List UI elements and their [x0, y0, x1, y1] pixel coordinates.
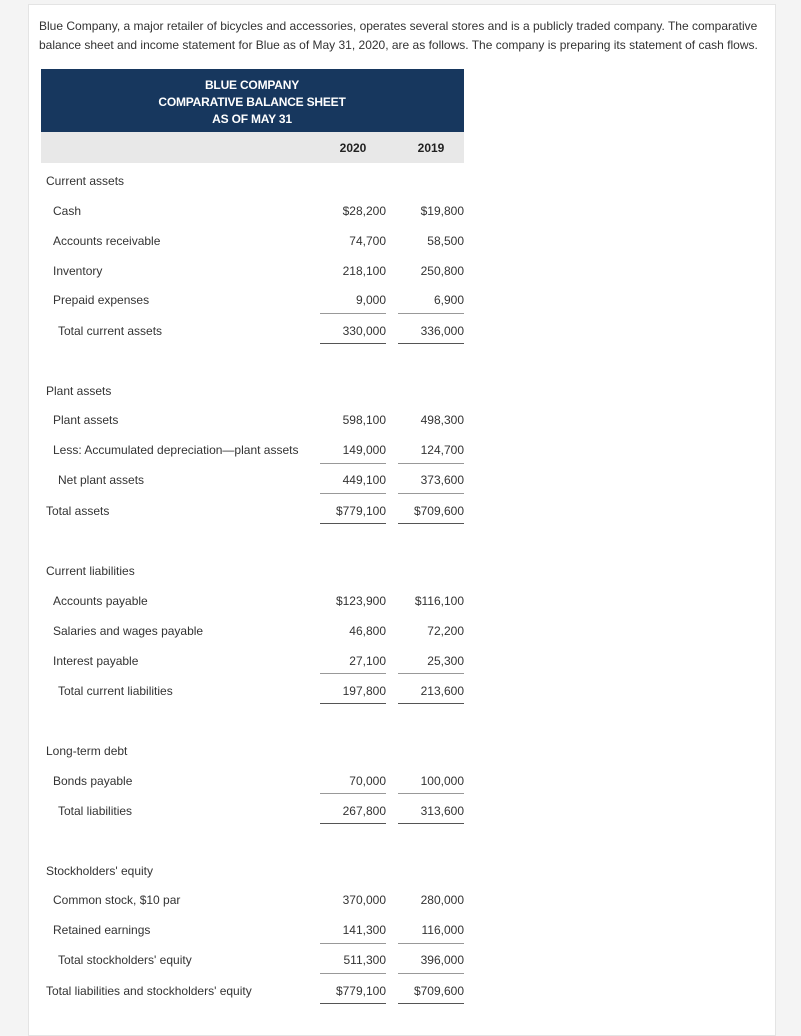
value-2019: $709,600	[413, 984, 464, 998]
value-2020: 598,100	[342, 413, 386, 427]
row-label: Retained earnings	[53, 923, 151, 937]
subtotal-rule	[320, 943, 386, 944]
value-2019: 336,000	[420, 324, 464, 338]
table-row	[41, 621, 464, 641]
row-label: Prepaid expenses	[53, 293, 150, 307]
value-2020: $123,900	[335, 594, 386, 608]
row-label: Inventory	[53, 264, 103, 278]
value-2019: 6,900	[433, 293, 464, 307]
table-row	[41, 290, 464, 310]
row-label: Total stockholders' equity	[58, 953, 192, 967]
total-rule	[320, 703, 386, 704]
statement-title: COMPARATIVE BALANCE SHEET	[158, 95, 346, 109]
year-2020-header: 2020	[339, 141, 367, 155]
value-2020: 197,800	[342, 684, 386, 698]
value-2019: 396,000	[420, 953, 464, 967]
total-rule	[398, 703, 464, 704]
total-rule	[320, 523, 386, 524]
balance-sheet-header	[41, 69, 464, 132]
row-label: Accounts receivable	[53, 234, 161, 248]
value-2020: 267,800	[342, 804, 386, 818]
subtotal-rule	[320, 313, 386, 314]
value-2019: 250,800	[420, 264, 464, 278]
value-2020: 27,100	[349, 654, 386, 668]
value-2020: $28,200	[342, 204, 386, 218]
value-2019: $709,600	[413, 504, 464, 518]
value-2019: 72,200	[427, 624, 464, 638]
value-2019: 124,700	[420, 443, 464, 457]
value-2020: 330,000	[342, 324, 386, 338]
table-row	[41, 771, 464, 791]
value-2019: 213,600	[420, 684, 464, 698]
total-row	[41, 681, 464, 701]
value-2020: 370,000	[342, 893, 386, 907]
subtotal-rule	[320, 793, 386, 794]
value-2020: 74,700	[349, 234, 386, 248]
total-rule	[398, 343, 464, 344]
table-row	[41, 231, 464, 251]
company-name: BLUE COMPANY	[204, 78, 300, 92]
value-2019: $19,800	[420, 204, 464, 218]
value-2019: 313,600	[420, 804, 464, 818]
total-row	[41, 321, 464, 341]
value-2019: 116,000	[421, 923, 464, 937]
section-heading-current-assets	[41, 171, 464, 191]
value-2020: 70,000	[349, 774, 386, 788]
row-label: Total assets	[46, 504, 110, 518]
table-row	[41, 410, 464, 430]
row-label: Accounts payable	[53, 594, 148, 608]
row-label: Total current assets	[58, 324, 163, 338]
total-row	[41, 950, 464, 970]
value-2020: 149,000	[342, 443, 386, 457]
row-label: Net plant assets	[58, 473, 145, 487]
total-row	[41, 501, 464, 521]
total-row	[41, 470, 464, 490]
table-row	[41, 440, 464, 460]
subtotal-rule	[320, 673, 386, 674]
year-2019-header: 2019	[417, 141, 445, 155]
total-rule	[320, 1003, 386, 1004]
subtotal-rule	[398, 973, 464, 974]
row-label: Interest payable	[53, 654, 139, 668]
subtotal-rule	[398, 943, 464, 944]
section-heading-long-term-debt	[41, 741, 464, 761]
section-heading-stockholders-equity	[41, 861, 464, 881]
total-rule	[398, 1003, 464, 1004]
value-2019: 280,000	[420, 893, 464, 907]
table-row	[41, 651, 464, 671]
total-rule	[398, 823, 464, 824]
row-label: Current assets	[46, 174, 125, 188]
subtotal-rule	[398, 313, 464, 314]
row-label: Stockholders' equity	[46, 864, 154, 878]
value-2019: 100,000	[420, 774, 464, 788]
intro-paragraph: Blue Company, a major retailer of bicycles and accessories, operates several stores and is a publicly traded company. The comparative balance sheet and income statement for Blue as of May 31, 2020, are as follows. The company is preparing its statement of cash flows.	[39, 19, 758, 52]
table-row	[41, 261, 464, 281]
value-2020: 449,100	[342, 473, 386, 487]
total-row	[41, 981, 464, 1001]
total-row	[41, 801, 464, 821]
total-rule	[320, 823, 386, 824]
row-label: Salaries and wages payable	[53, 624, 204, 638]
table-row	[41, 920, 464, 940]
value-2019: 498,300	[420, 413, 464, 427]
row-label: Bonds payable	[53, 774, 133, 788]
row-label: Total liabilities	[58, 804, 133, 818]
table-row	[41, 201, 464, 221]
row-label: Plant assets	[53, 413, 119, 427]
subtotal-rule	[320, 493, 386, 494]
subtotal-rule	[320, 973, 386, 974]
subtotal-rule	[398, 493, 464, 494]
value-2019: 58,500	[427, 234, 464, 248]
year-header-row	[41, 132, 464, 163]
value-2020: 141,300	[342, 923, 386, 937]
row-label: Cash	[53, 204, 82, 218]
table-row	[41, 890, 464, 910]
subtotal-rule	[398, 673, 464, 674]
value-2020: $779,100	[335, 984, 386, 998]
subtotal-rule	[320, 463, 386, 464]
table-row	[41, 591, 464, 611]
row-label: Current liabilities	[46, 564, 135, 578]
total-rule	[320, 343, 386, 344]
value-2019: $116,100	[414, 594, 464, 608]
total-rule	[398, 523, 464, 524]
statement-date: AS OF MAY 31	[212, 112, 292, 126]
row-label: Total liabilities and stockholders' equity	[46, 984, 252, 998]
row-label: Plant assets	[46, 384, 112, 398]
row-label: Less: Accumulated depreciation—plant assets	[53, 443, 299, 457]
value-2020: 511,300	[343, 953, 386, 967]
value-2020: 218,100	[342, 264, 386, 278]
row-label: Common stock, $10 par	[53, 893, 181, 907]
value-2020: $779,100	[335, 504, 386, 518]
row-label: Total current liabilities	[58, 684, 173, 698]
subtotal-rule	[398, 463, 464, 464]
section-heading-current-liabilities	[41, 561, 464, 581]
value-2019: 373,600	[420, 473, 464, 487]
problem-card	[28, 4, 776, 1036]
row-label: Long-term debt	[46, 744, 128, 758]
section-heading-plant-assets	[41, 381, 464, 401]
value-2020: 46,800	[349, 624, 386, 638]
value-2019: 25,300	[427, 654, 464, 668]
subtotal-rule	[398, 793, 464, 794]
value-2020: 9,000	[355, 293, 386, 307]
